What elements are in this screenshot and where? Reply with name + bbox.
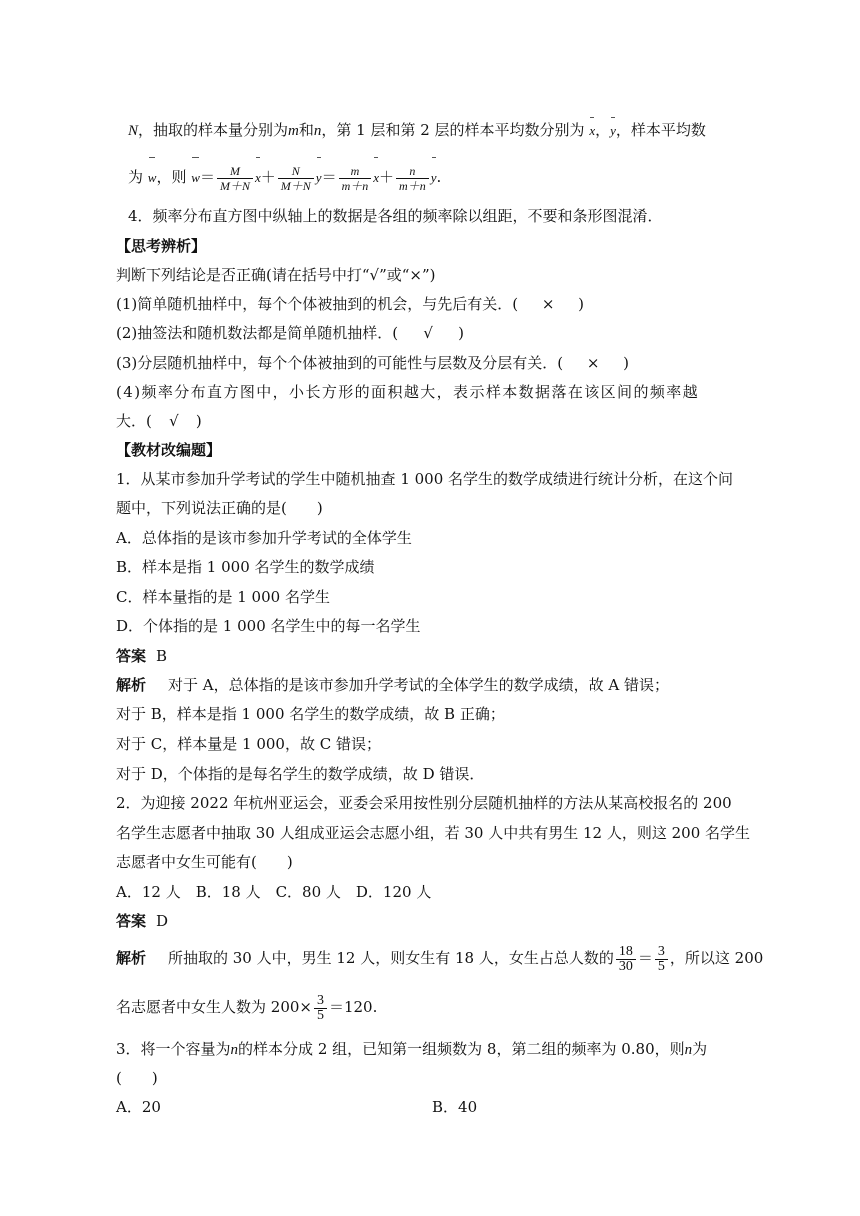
q2-line2: 名学生志愿者中抽取 30 人组成亚运会志愿小组，若 30 人中共有男生 12 人，则这 200 名学生 [116, 824, 751, 842]
thinking-item-2: (2)抽签法和随机数法都是简单随机抽样．( √ ) [116, 324, 464, 342]
var-N: N [128, 123, 139, 139]
plus: ＋ [260, 168, 276, 186]
var-n: n [313, 123, 322, 139]
q1-option-a: A．总体指的是该市参加升学考试的全体学生 [116, 529, 412, 547]
mark-cross: × [541, 295, 555, 313]
q2-analysis-1: 解析 所抽取的 30 人中，男生 12 人，则女生有 18 人，女生占总人数的 $\frac{18}{30}$ ＝ $\frac{3}{5}$ ，所以这 200 [116, 941, 763, 975]
y-bar: y [610, 117, 616, 141]
note-4: 4．频率分布直方图中纵轴上的数据是各组的频率除以组距，不要和条形图混淆． [128, 207, 663, 225]
var-n: n [684, 1042, 693, 1058]
mark-check: √ [423, 324, 433, 342]
w-bar: w [191, 157, 200, 195]
var-n: n [230, 1042, 239, 1058]
plus: ＋ [379, 168, 395, 186]
fraction-3-5: $\frac{3}{5}$ [314, 994, 327, 1023]
thinking-item-3: (3)分层随机抽样中，每个个体被抽到的可能性与层数及分层有关．( × ) [116, 354, 629, 372]
fraction-n: $\frac{n}{m+n}$ [396, 164, 429, 193]
text: 和 [298, 121, 314, 139]
q1-option-c: C．样本量指的是 1 000 名学生 [116, 588, 330, 606]
fraction-3-5: $\frac{3}{5}$ [655, 945, 668, 974]
answer-label: 答案 [116, 912, 147, 930]
mark-cross: × [586, 354, 600, 372]
thinking-heading: 【思考辨析】 [116, 237, 207, 255]
text: 为 [128, 168, 144, 186]
text: ，第 1 层和第 2 层的样本平均数分别为 [321, 121, 585, 139]
equals: ＝ [199, 168, 215, 186]
var-m: m [288, 123, 299, 139]
text: ， [595, 121, 611, 139]
text: ，则 [156, 168, 187, 186]
q1-line1: 1．从某市参加升学考试的学生中随机抽查 1 000 名学生的数学成绩进行统计分析，在这个问 [116, 470, 734, 488]
textbook-heading: 【教材改编题】 [116, 441, 222, 459]
q1-analysis-1: 解析 对于 A，总体指的是该市参加升学考试的全体学生的数学成绩，故 A 错误； [116, 676, 669, 694]
answer-label: 答案 [116, 647, 147, 665]
x-bar: x [589, 117, 595, 141]
stratified-formula-line-2 [128, 157, 441, 195]
x-bar: x [373, 157, 379, 195]
thinking-item-4-line1: (4)频率分布直方图中，小长方形的面积越大，表示样本数据落在该区间的频率越 [116, 383, 700, 401]
x-bar: x [255, 157, 261, 195]
fraction-M: $\frac{M}{M+N}$ [217, 164, 253, 193]
q3-line2: ( ) [116, 1069, 158, 1087]
q3-option-b: B．40 [432, 1098, 478, 1116]
stratified-formula-line-1 [128, 117, 706, 141]
q1-option-b: B．样本是指 1 000 名学生的数学成绩 [116, 558, 375, 576]
equals: ＝ [321, 168, 337, 186]
thinking-intro: 判断下列结论是否正确(请在括号中打“√”或“×”) [116, 266, 436, 284]
q3-option-a: A．20 [116, 1098, 161, 1116]
q2-line1: 2．为迎接 2022 年杭州亚运会，亚委会采用按性别分层随机抽样的方法从某高校报名的 200 [116, 794, 732, 812]
y-bar: y [316, 157, 322, 195]
answer-value: B [156, 647, 168, 665]
analysis-label: 解析 [116, 949, 147, 967]
q1-option-d: D．个体指的是 1 000 名学生中的每一名学生 [116, 617, 421, 635]
fraction-m: $\frac{m}{m+n}$ [339, 164, 372, 193]
q1-analysis-2: 对于 B，样本是指 1 000 名学生的数学成绩，故 B 正确； [116, 705, 505, 723]
fraction-N: $\frac{N}{M+N}$ [278, 164, 314, 193]
q1-analysis-4: 对于 D，个体指的是每名学生的数学成绩，故 D 错误． [116, 765, 485, 783]
text: ，样本平均数 [615, 121, 706, 139]
period: . [436, 168, 442, 186]
q2-analysis-2: 名志愿者中女生人数为 200× $\frac{3}{5}$ ＝120. [116, 992, 378, 1023]
w-bar: w [148, 157, 157, 195]
q2-options: A．12 人 B．18 人 C．80 人 D．120 人 [116, 883, 432, 901]
mark-check: √ [169, 412, 179, 430]
fraction-18-30: $\frac{18}{30}$ [616, 945, 636, 974]
answer-value: D [156, 912, 169, 930]
q3-line1: 3．将一个容量为n的样本分成 2 组，已知第一组频数为 8，第二组的频率为 0.80，则n为 [116, 1040, 708, 1058]
q2-line3: 志愿者中女生可能有( ) [116, 853, 293, 871]
thinking-item-1: (1)简单随机抽样中，每个个体被抽到的机会，与先后有关．( × ) [116, 295, 584, 313]
text: ，抽取的样本量分别为 [138, 121, 289, 139]
q1-analysis-3: 对于 C，样本量是 1 000，故 C 错误； [116, 735, 381, 753]
q1-answer [116, 646, 167, 666]
q1-line2: 题中，下列说法正确的是( ) [116, 499, 323, 517]
thinking-item-4-line2: 大．( √ ) [116, 412, 202, 430]
analysis-label: 解析 [116, 676, 147, 694]
q2-answer [116, 911, 168, 931]
y-bar: y [431, 157, 437, 195]
